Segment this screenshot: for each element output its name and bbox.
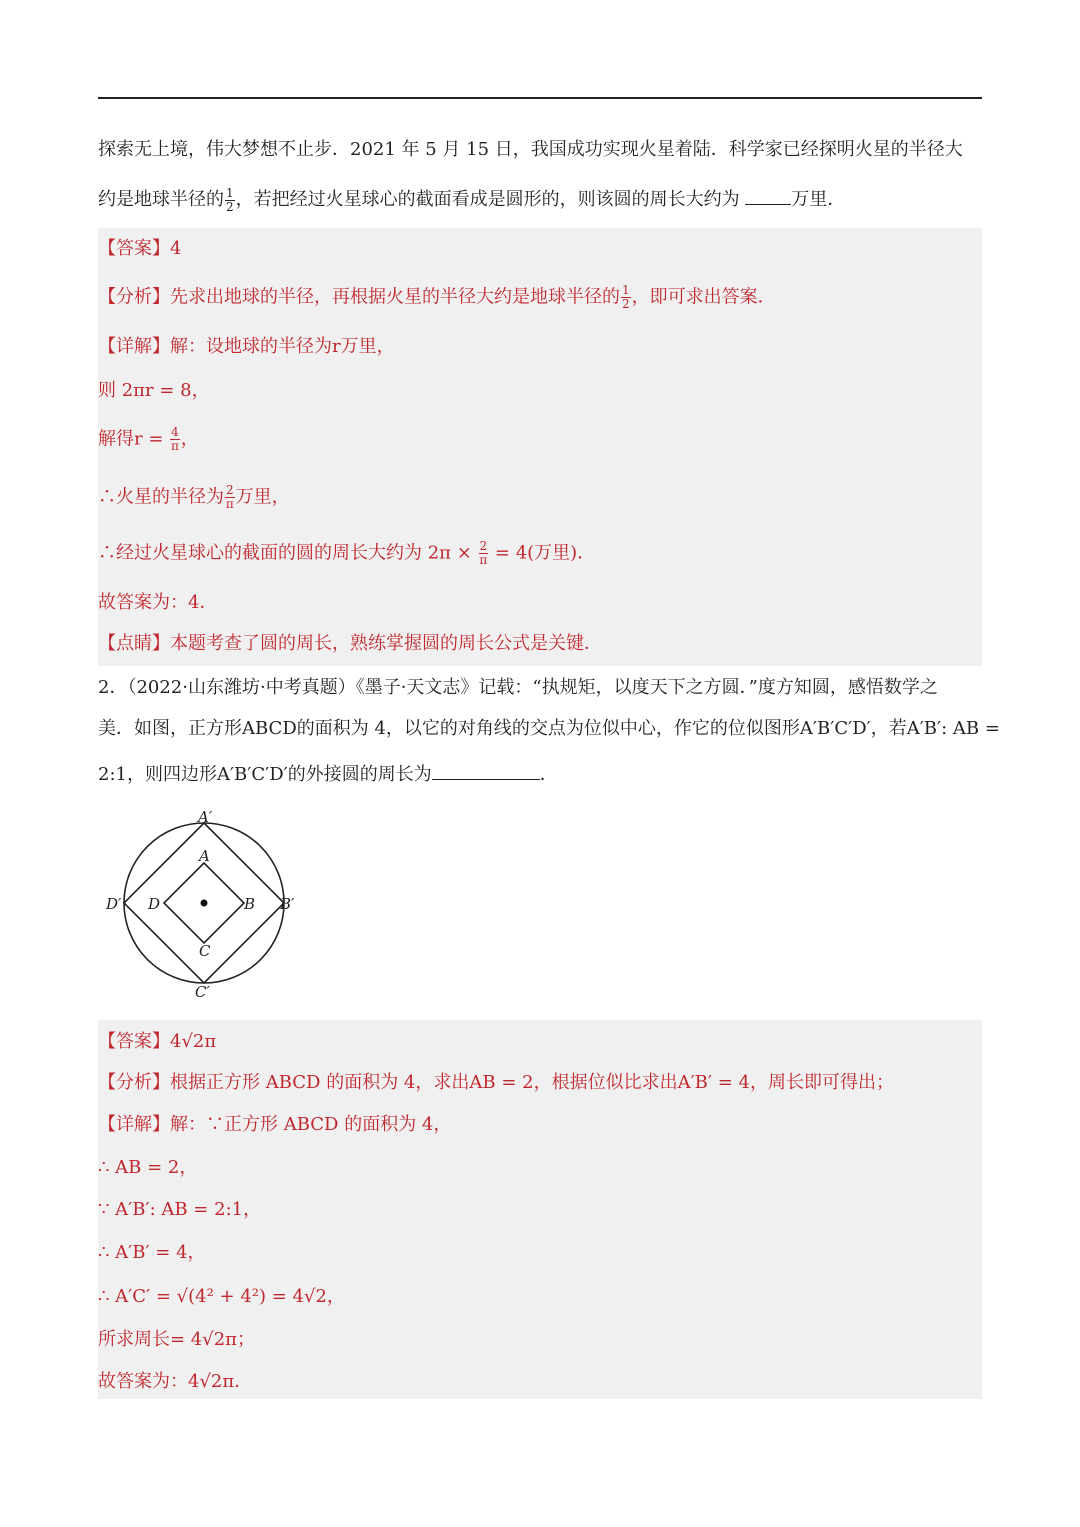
label-b-prime: B′ [280,895,295,913]
step-text: ， [180,428,199,450]
step-text: 万里， [235,486,290,508]
q1-step1: 则 2πr = 8， [98,380,210,401]
q2-detail: 【详解】解：∵正方形 ABCD 的面积为 4， [98,1114,452,1135]
q1-statement-line2 [98,186,845,214]
q2-statement-line3 [98,761,558,787]
q2-step1: ∴ AB = 2， [98,1157,198,1178]
q1-step4 [98,540,595,567]
label-a-prime: A′ [198,808,213,826]
q1-answer: 【答案】4 [98,238,182,259]
q1-conclusion: 故答案为：4． [98,592,218,613]
q1-text: 约是地球半径的 [98,189,224,210]
q2-step2: ∵ A′B′: AB = 2:1， [98,1199,262,1220]
q2-conclusion: 故答案为：4√2π． [98,1371,253,1392]
frac-den: π [225,497,234,511]
step-text: ∴火星的半径为 [98,486,224,508]
q2-text: ． [539,764,558,785]
answer-blank [745,186,791,205]
frac-num: 1 [622,283,630,297]
label-d-prime: D′ [106,895,122,913]
step-text: ∴经过火星球心的截面的圆的周长大约为 2π × [98,542,478,564]
frac-num: 1 [226,185,234,200]
fraction [225,484,235,511]
step-text: 解得r = [98,428,170,450]
q1-comment: 【点睛】本题考查了圆的周长，熟练掌握圆的周长公式是关键． [98,633,602,654]
analysis-text: 【分析】先求出地球的半径，再根据火星的半径大约是地球半径的 [98,286,620,308]
q1-step3 [98,484,290,511]
fraction [621,284,631,311]
header-rule [98,97,982,99]
answer-blank [432,761,540,780]
frac-num: 2 [479,539,488,553]
q1-text: 万里． [791,189,846,210]
label-c-prime: C′ [195,983,210,1001]
q2-statement-line1: 2．（2022·山东潍坊·中考真题）《墨子·天文志》记载：“执规矩，以度天下之方圆．”度方知圆，感悟数学之 [98,677,938,698]
q2-step3: ∴ A′B′ = 4， [98,1242,206,1263]
q2-statement-line2: 美．如图，正方形ABCD的面积为 4，以它的对角线的交点为位似中心，作它的位似图形A′B′C′D′，若A′B′: AB = [98,718,1000,739]
q2-text: 2:1，则四边形A′B′C′D′的外接圆的周长为 [98,764,432,785]
q2-step4: ∴ A′C′ = √(4² + 4²) = 4√2， [98,1286,345,1307]
q1-text: ，若把经过火星球心的截面看成是圆形的，则该圆的周长大约为 [235,189,746,210]
frac-den: 2 [622,297,630,311]
frac-den: 2 [226,199,234,214]
q2-analysis: 【分析】根据正方形 ABCD 的面积为 4，求出AB = 2，根据位似比求出A′B′ = 4，周长即可得出； [98,1072,894,1093]
fraction [170,426,180,453]
analysis-text: ，即可求出答案． [631,286,776,308]
fraction [225,187,235,214]
fraction [479,540,489,567]
q2-answer: 【答案】4√2π [98,1031,217,1052]
square-circle-figure [98,805,308,1005]
frac-num: 4 [171,425,179,439]
q1-analysis [98,284,776,311]
frac-num: 2 [226,483,234,497]
q1-step2 [98,426,199,453]
label-a: A [199,847,210,865]
frac-den: π [479,553,488,567]
step-text: = 4(万里)． [489,542,596,564]
label-d: D [148,895,161,913]
label-c: C [199,942,211,960]
frac-den: π [171,439,179,453]
q1-detail: 【详解】解：设地球的半径为r万里， [98,336,395,357]
center-point [201,900,208,907]
q1-statement-line1: 探索无上境，伟大梦想不止步．2021 年 5 月 15 日，我国成功实现火星着陆．科学家已经探明火星的半径大 [98,139,963,160]
label-b: B [244,895,256,913]
q2-step5: 所求周长= 4√2π； [98,1329,256,1350]
